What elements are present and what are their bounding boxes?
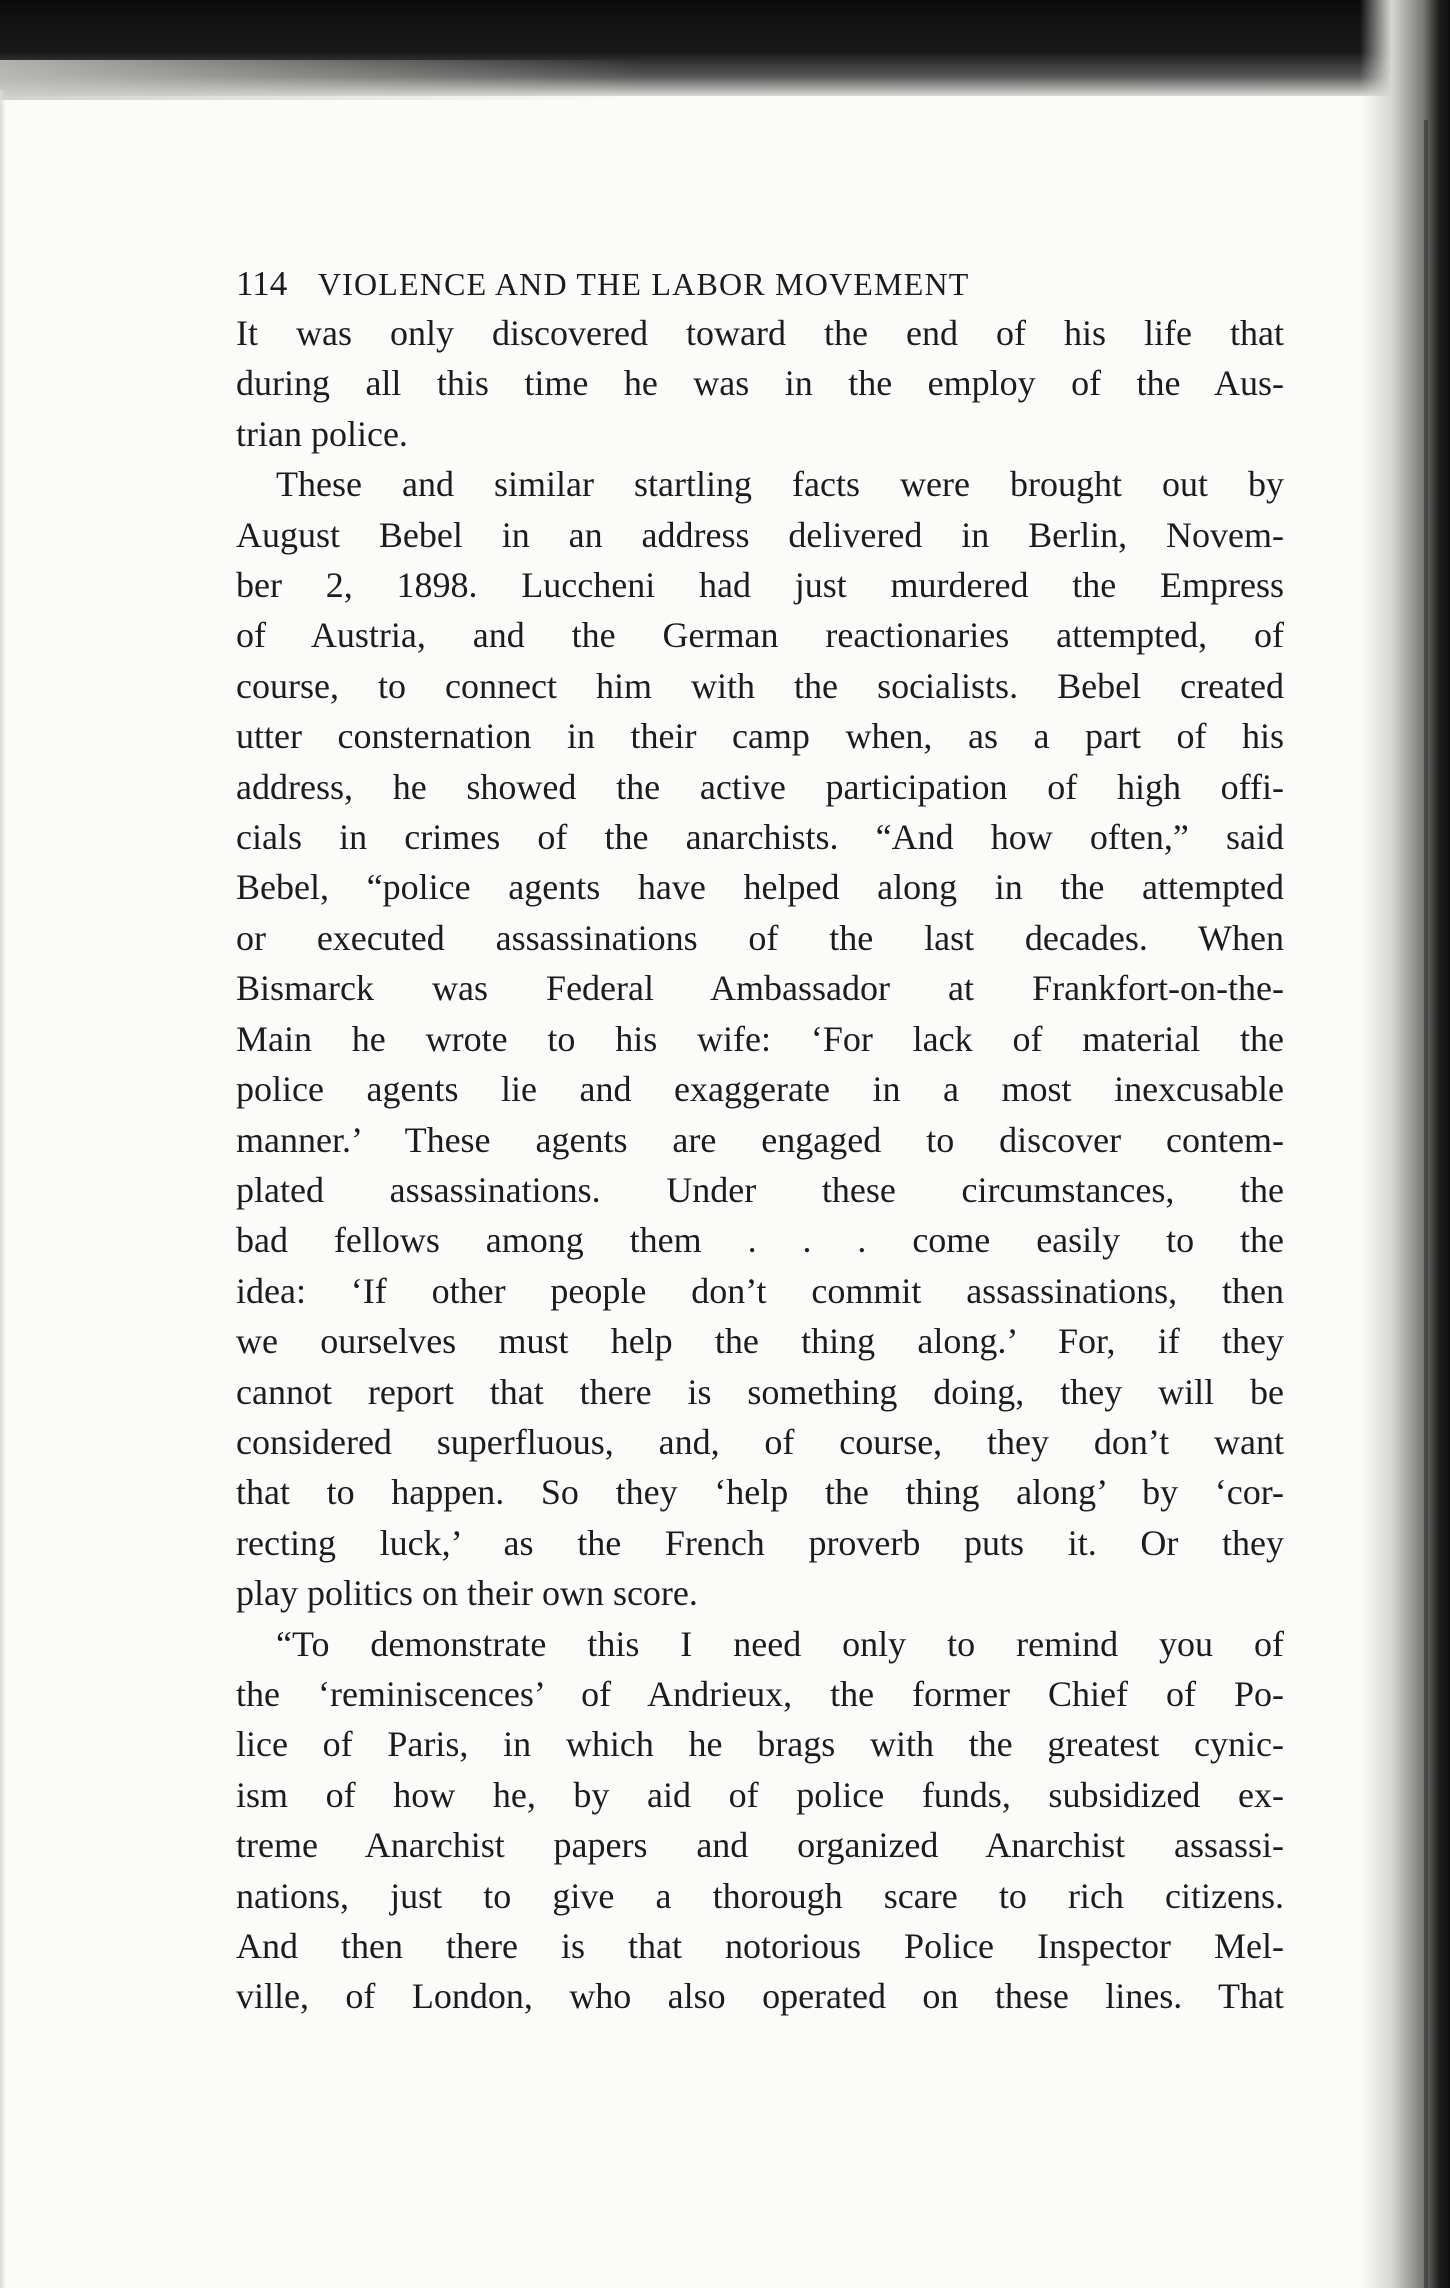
text-line: ber 2, 1898. Luccheni had just murdered the Empress	[236, 565, 1284, 606]
text-line: nations, just to give a thorough scare to rich citizens.	[236, 1875, 1284, 1916]
text-line: These and similar startling facts were brought out by	[276, 464, 1284, 505]
text-line: course, to connect him with the socialists. Bebel created	[236, 665, 1284, 706]
text-line: It was only discovered toward the end of his life that	[236, 313, 1284, 353]
text-line: we ourselves must help the thing along.’ For, if they	[236, 1321, 1284, 1362]
text-line: recting luck,’ as the French proverb puts it. Or they	[236, 1522, 1284, 1563]
text-line: “To demonstrate this I need only to remind you of	[276, 1623, 1284, 1664]
text-line: address, he showed the active participation of high offi-	[236, 766, 1284, 807]
text-line: plated assassinations. Under these circumstances, the	[236, 1169, 1284, 1210]
binding-gutter-line	[1424, 120, 1428, 2288]
page-body	[236, 262, 1284, 2022]
text-line: lice of Paris, in which he brags with the greatest cynic-	[236, 1724, 1284, 1765]
text-line: police agents lie and exaggerate in a most inexcusable	[236, 1069, 1284, 1110]
paragraph-1	[236, 308, 1284, 459]
text-line: Bismarck was Federal Ambassador at Frankfort-on-the-	[236, 968, 1284, 1009]
page-number: 114	[236, 264, 288, 303]
text-line: or executed assassinations of the last decades. When	[236, 917, 1284, 958]
text-line: cials in crimes of the anarchists. “And how often,” said	[236, 817, 1284, 858]
page-left-edge	[0, 90, 6, 2288]
text-line: manner.’ These agents are engaged to discover contem-	[236, 1119, 1284, 1160]
running-head	[236, 262, 1284, 306]
text-line: Main he wrote to his wife: ‘For lack of material the	[236, 1018, 1284, 1059]
text-line: utter consternation in their camp when, as a part of his	[236, 716, 1284, 757]
text-line: of Austria, and the German reactionaries attempted, of	[236, 615, 1284, 656]
text-line: considered superfluous, and, of course, they don’t want	[236, 1421, 1284, 1462]
text-line: cannot report that there is something doing, they will be	[236, 1371, 1284, 1412]
text-line: that to happen. So they ‘help the thing along’ by ‘cor-	[236, 1472, 1284, 1513]
binding-gutter-shadow	[1360, 0, 1450, 2288]
text-line: treme Anarchist papers and organized Anarchist assassi-	[236, 1825, 1284, 1866]
paragraph-2	[236, 459, 1284, 1618]
text-line: Bebel, “police agents have helped along in the attempted	[236, 867, 1284, 908]
text-line: bad fellows among them . . . come easily to the	[236, 1220, 1284, 1261]
scanner-top-fade	[0, 60, 640, 100]
text-line: trian police.	[236, 413, 408, 454]
running-title: VIOLENCE AND THE LABOR MOVEMENT	[317, 266, 970, 302]
text-line: ville, of London, who also operated on these lines. That	[236, 1976, 1284, 2017]
text-line: the ‘reminiscences’ of Andrieux, the former Chief of Po-	[236, 1673, 1284, 1714]
text-line: during all this time he was in the employ of the Aus-	[236, 363, 1284, 404]
text-line: idea: ‘If other people don’t commit assassinations, then	[236, 1270, 1284, 1311]
text-line: ism of how he, by aid of police funds, subsidized ex-	[236, 1774, 1284, 1815]
text-line: And then there is that notorious Police Inspector Mel-	[236, 1926, 1284, 1966]
paragraph-3	[236, 1619, 1284, 2022]
text-line: August Bebel in an address delivered in Berlin, Novem-	[236, 514, 1284, 555]
text-line: play politics on their own score.	[236, 1573, 698, 1614]
